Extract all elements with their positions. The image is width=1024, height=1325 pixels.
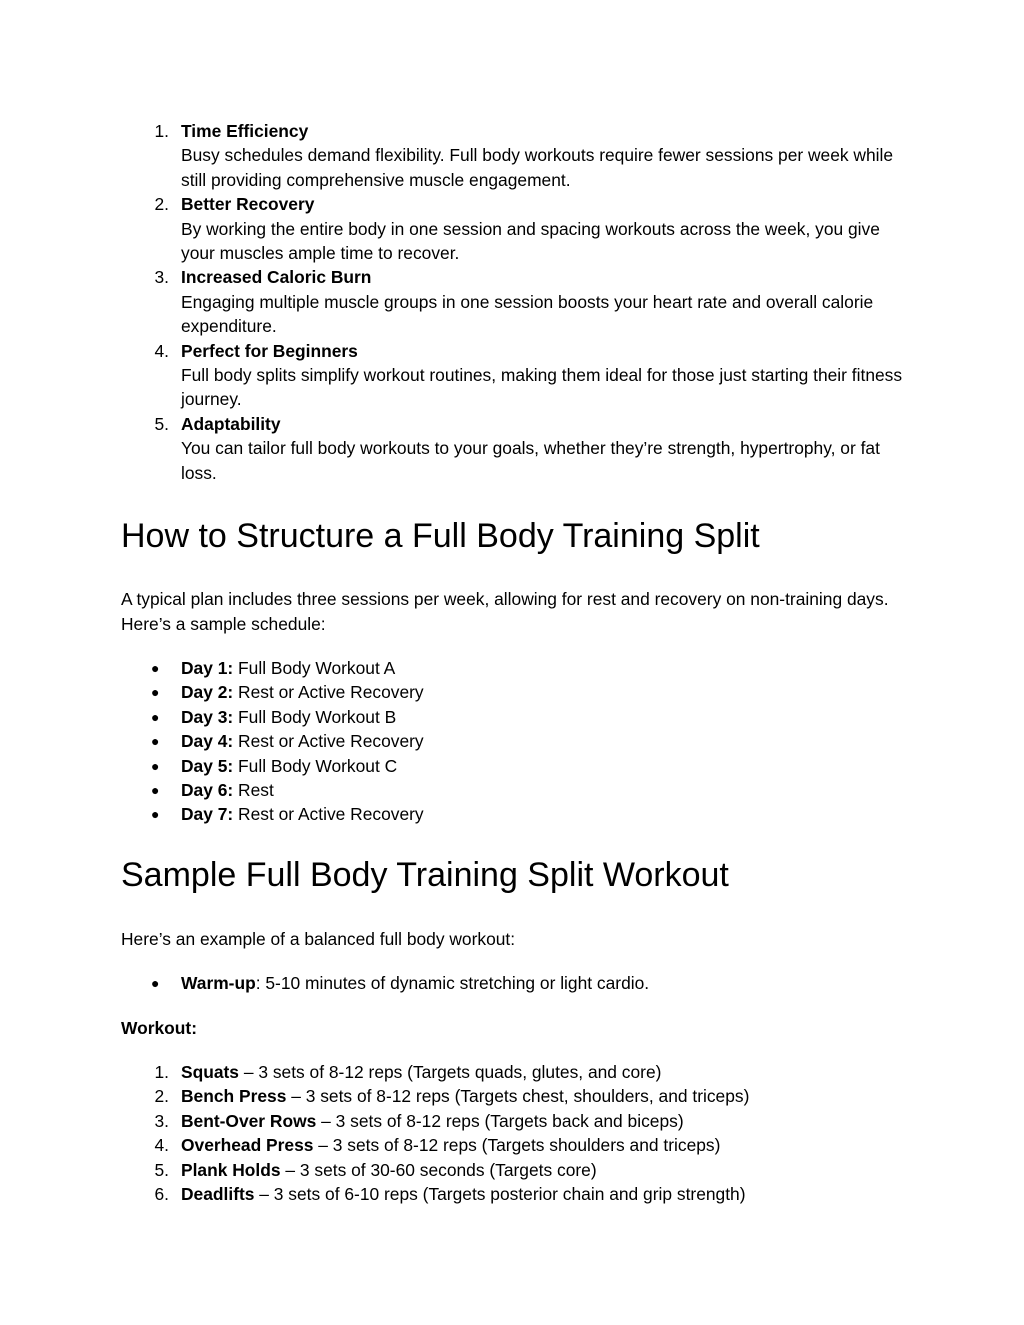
list-item (121, 339, 911, 412)
list-item (121, 119, 911, 192)
list-number: 5. (154, 413, 169, 434)
list-item (121, 754, 911, 778)
list-item (121, 1060, 911, 1084)
sample-intro: Here’s an example of a balanced full body workout: (121, 928, 516, 949)
day-activity: Rest or Active Recovery (233, 682, 424, 703)
day-label: Day 5: (181, 755, 234, 776)
warmup-label: Warm-up (181, 973, 256, 994)
benefit-description: By working the entire body in one session and spacing workouts across the week, you give your muscles ample time to recover. (181, 218, 880, 264)
benefit-title: Adaptability (181, 413, 281, 434)
bullet-icon: ● (151, 781, 160, 798)
workout-label (121, 1016, 911, 1040)
warmup-list (121, 971, 911, 995)
list-item (121, 971, 911, 995)
bullet-icon: ● (151, 806, 160, 823)
exercise-detail: – 3 sets of 8-12 reps (Targets back and biceps) (316, 1110, 684, 1131)
day-activity: Rest (233, 779, 274, 800)
bullet-icon: ● (151, 757, 160, 774)
benefit-title: Time Efficiency (181, 121, 309, 141)
section-heading-structure: How to Structure a Full Body Training Split (121, 517, 760, 556)
list-number: 2. (154, 1086, 169, 1107)
exercise-detail: – 3 sets of 8-12 reps (Targets shoulders and triceps) (313, 1135, 721, 1156)
benefits-list (121, 119, 911, 485)
list-item (121, 1109, 911, 1133)
exercise-detail: – 3 sets of 8-12 reps (Targets quads, glutes, and core) (238, 1061, 662, 1082)
list-number: 1. (154, 121, 169, 141)
exercise-name: Bench Press (181, 1086, 287, 1107)
exercise-name: Deadlifts (181, 1184, 255, 1204)
list-number: 4. (154, 340, 169, 361)
list-number: 5. (154, 1159, 169, 1180)
day-activity: Full Body Workout B (233, 706, 397, 727)
benefit-description: Engaging multiple muscle groups in one session boosts your heart rate and overall calorie expenditure. (181, 291, 874, 337)
exercise-name: Bent-Over Rows (181, 1110, 317, 1131)
day-label: Day 7: (181, 804, 234, 825)
exercise-detail: – 3 sets of 30-60 seconds (Targets core) (280, 1159, 597, 1180)
list-item (121, 778, 911, 802)
exercise-detail: – 3 sets of 8-12 reps (Targets chest, shoulders, and triceps) (286, 1086, 750, 1107)
list-item (121, 1182, 911, 1206)
exercise-name: Squats (181, 1061, 239, 1082)
bullet-icon: ● (151, 975, 160, 992)
exercise-name: Overhead Press (181, 1135, 314, 1156)
benefit-description: Full body splits simplify workout routines, making them ideal for those just starting their fitness journey. (181, 365, 903, 410)
list-number: 1. (154, 1061, 169, 1082)
exercise-detail: – 3 sets of 6-10 reps (Targets posterior chain and grip strength) (254, 1184, 746, 1204)
list-item (121, 1133, 911, 1157)
list-item (121, 265, 911, 338)
list-number: 6. (154, 1184, 169, 1204)
day-activity: Rest or Active Recovery (233, 804, 424, 825)
benefit-title: Increased Caloric Burn (181, 267, 372, 288)
section-heading-sample: Sample Full Body Training Split Workout (121, 855, 729, 894)
list-number: 4. (154, 1135, 169, 1156)
exercise-list (121, 1060, 911, 1206)
structure-intro: A typical plan includes three sessions per week, allowing for rest and recovery on non-training days. Here’s a sample schedule: (121, 589, 889, 634)
list-item (121, 802, 911, 826)
list-item (121, 1084, 911, 1108)
benefit-title: Perfect for Beginners (181, 340, 358, 361)
list-item (121, 192, 911, 265)
day-label: Day 6: (181, 779, 234, 800)
day-activity: Full Body Workout A (233, 657, 396, 678)
day-activity: Rest or Active Recovery (233, 731, 424, 752)
list-item (121, 412, 911, 485)
day-label: Day 2: (181, 682, 234, 703)
document-page (121, 119, 911, 1206)
list-number: 2. (154, 194, 169, 215)
bullet-icon: ● (151, 708, 160, 725)
bullet-icon: ● (151, 684, 160, 701)
benefit-description: You can tailor full body workouts to your goals, whether they’re strength, hypertrophy, or fat loss. (181, 438, 880, 483)
list-number: 3. (154, 1110, 169, 1131)
list-number: 3. (154, 267, 169, 288)
bullet-icon: ● (151, 659, 160, 676)
list-item (121, 1158, 911, 1182)
day-label: Day 1: (181, 657, 234, 678)
schedule-list (121, 656, 911, 827)
list-item (121, 705, 911, 729)
bullet-icon: ● (151, 733, 160, 750)
benefit-description: Busy schedules demand flexibility. Full body workouts require fewer sessions per week while still providing comprehensive muscle engagement. (181, 145, 894, 190)
exercise-name: Plank Holds (181, 1159, 281, 1180)
list-item (121, 656, 911, 680)
day-activity: Full Body Workout C (233, 755, 398, 776)
list-item (121, 680, 911, 704)
day-label: Day 3: (181, 706, 234, 727)
day-label: Day 4: (181, 731, 234, 752)
benefit-title: Better Recovery (181, 194, 315, 215)
list-item (121, 729, 911, 753)
workout-label-text: Workout: (121, 1017, 197, 1038)
warmup-text: : 5-10 minutes of dynamic stretching or light cardio. (255, 973, 650, 994)
